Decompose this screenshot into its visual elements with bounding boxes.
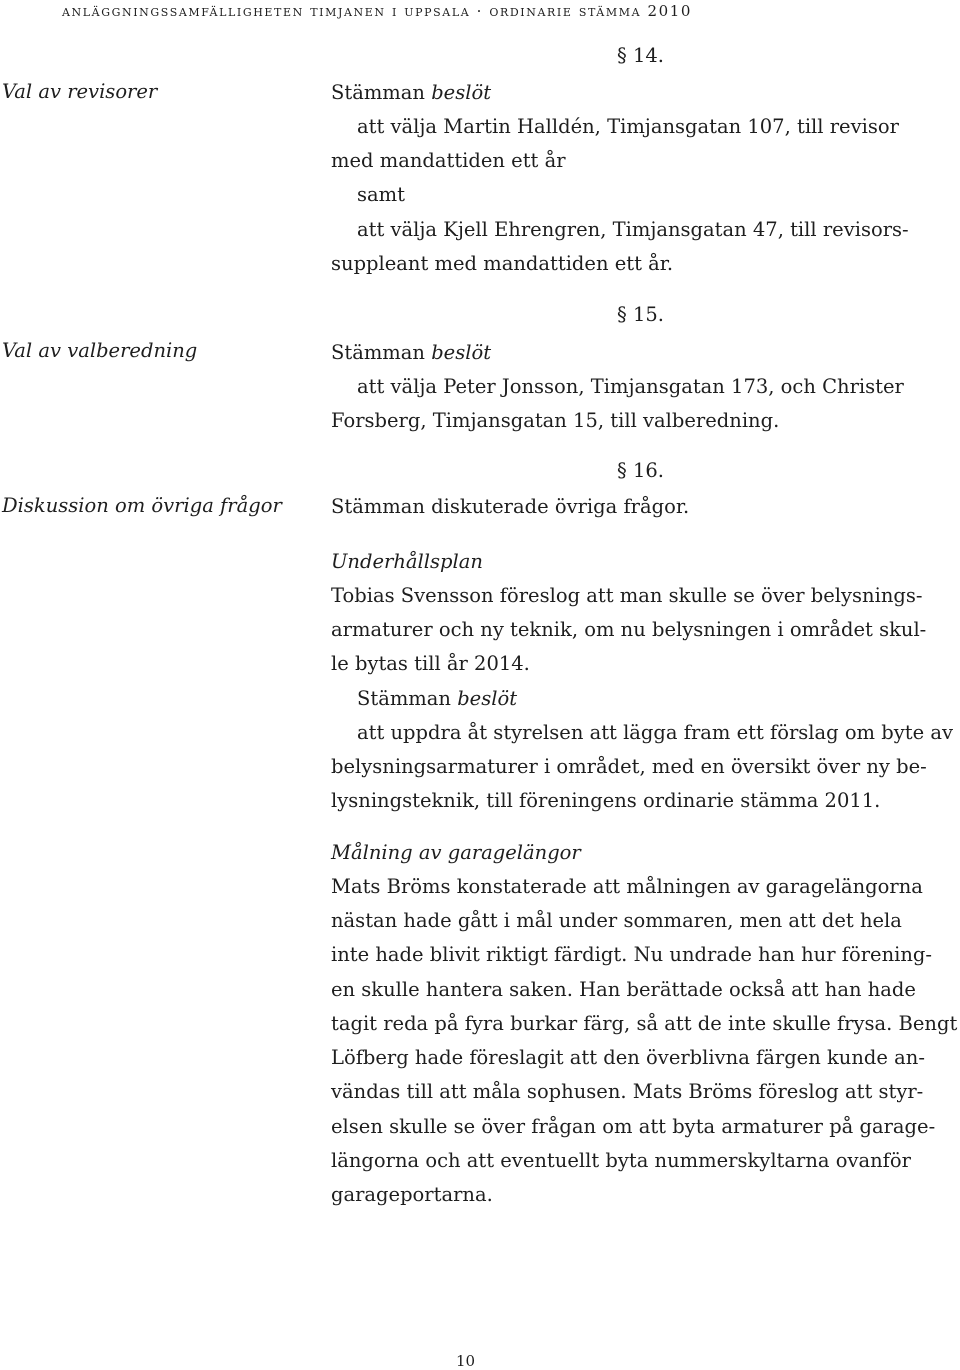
decision-line — [331, 76, 491, 110]
text-line: att välja Kjell Ehrengren, Timjansgatan 47, till revisors- — [357, 218, 909, 241]
text-line: Tobias Svensson föreslog att man skulle se över belysnings- — [331, 584, 923, 607]
text-line: garageportarna. — [331, 1183, 493, 1206]
running-header: anläggningssamfälligheten timjanen i uppsala · ordinarie stämma 2010 — [62, 2, 693, 20]
text-line: att välja Peter Jonsson, Timjansgatan 173, och Christer — [357, 375, 904, 398]
text-line: tagit reda på fyra burkar färg, så att de inte skulle frysa. Bengt — [331, 1012, 958, 1035]
text-line: nästan hade gått i mål under sommaren, men att det hela — [331, 909, 902, 932]
decision-line — [331, 336, 491, 370]
side-heading-revisorer: Val av revisorer — [2, 80, 158, 103]
page-number: 10 — [456, 1352, 476, 1370]
decision-label: Stämman — [331, 341, 432, 364]
text-line: samt — [357, 183, 405, 206]
text-line: elsen skulle se över frågan om att byta armaturer på garage- — [331, 1115, 936, 1138]
text-line: suppleant med mandattiden ett år. — [331, 252, 674, 275]
decision-label: Stämman — [331, 81, 432, 104]
text-line: en skulle hantera saken. Han berättade också att han hade — [331, 978, 916, 1001]
subheading-malning: Målning av garagelängor — [331, 841, 581, 864]
decision-verb: beslöt — [457, 687, 518, 710]
text-line: Forsberg, Timjansgatan 15, till valberedning. — [331, 409, 780, 432]
text-line: le bytas till år 2014. — [331, 652, 530, 675]
text-line: vändas till att måla sophusen. Mats Bröms föreslog att styr- — [331, 1080, 924, 1103]
text-line: armaturer och ny teknik, om nu belysningen i området skul- — [331, 618, 927, 641]
text-line: lysningsteknik, till föreningens ordinarie stämma 2011. — [331, 789, 881, 812]
decision-verb: beslöt — [431, 341, 492, 364]
text-line: att välja Martin Halldén, Timjansgatan 107, till revisor — [357, 115, 899, 138]
side-heading-diskussion: Diskussion om övriga frågor — [2, 494, 282, 517]
decision-line — [331, 682, 517, 716]
side-heading-valberedning: Val av valberedning — [2, 339, 198, 362]
text-line: med mandattiden ett år — [331, 149, 566, 172]
text-line: Mats Bröms konstaterade att målningen av garagelängorna — [331, 875, 923, 898]
section-number-16: § 16. — [617, 459, 664, 482]
section-number-15: § 15. — [617, 303, 664, 326]
section-number-14: § 14. — [617, 44, 664, 67]
text-line: inte hade blivit riktigt färdigt. Nu undrade han hur förening- — [331, 943, 932, 966]
text-line: Löfberg hade föreslagit att den överblivna färgen kunde an- — [331, 1046, 925, 1069]
text-line: att uppdra åt styrelsen att lägga fram ett förslag om byte av — [357, 721, 953, 744]
text-line: belysningsarmaturer i området, med en översikt över ny be- — [331, 755, 927, 778]
decision-label: Stämman — [357, 687, 458, 710]
text-line: Stämman diskuterade övriga frågor. — [331, 495, 690, 518]
subheading-underhallsplan: Underhållsplan — [331, 550, 483, 573]
decision-verb: beslöt — [431, 81, 492, 104]
text-line: längorna och att eventuellt byta nummerskyltarna ovanför — [331, 1149, 911, 1172]
